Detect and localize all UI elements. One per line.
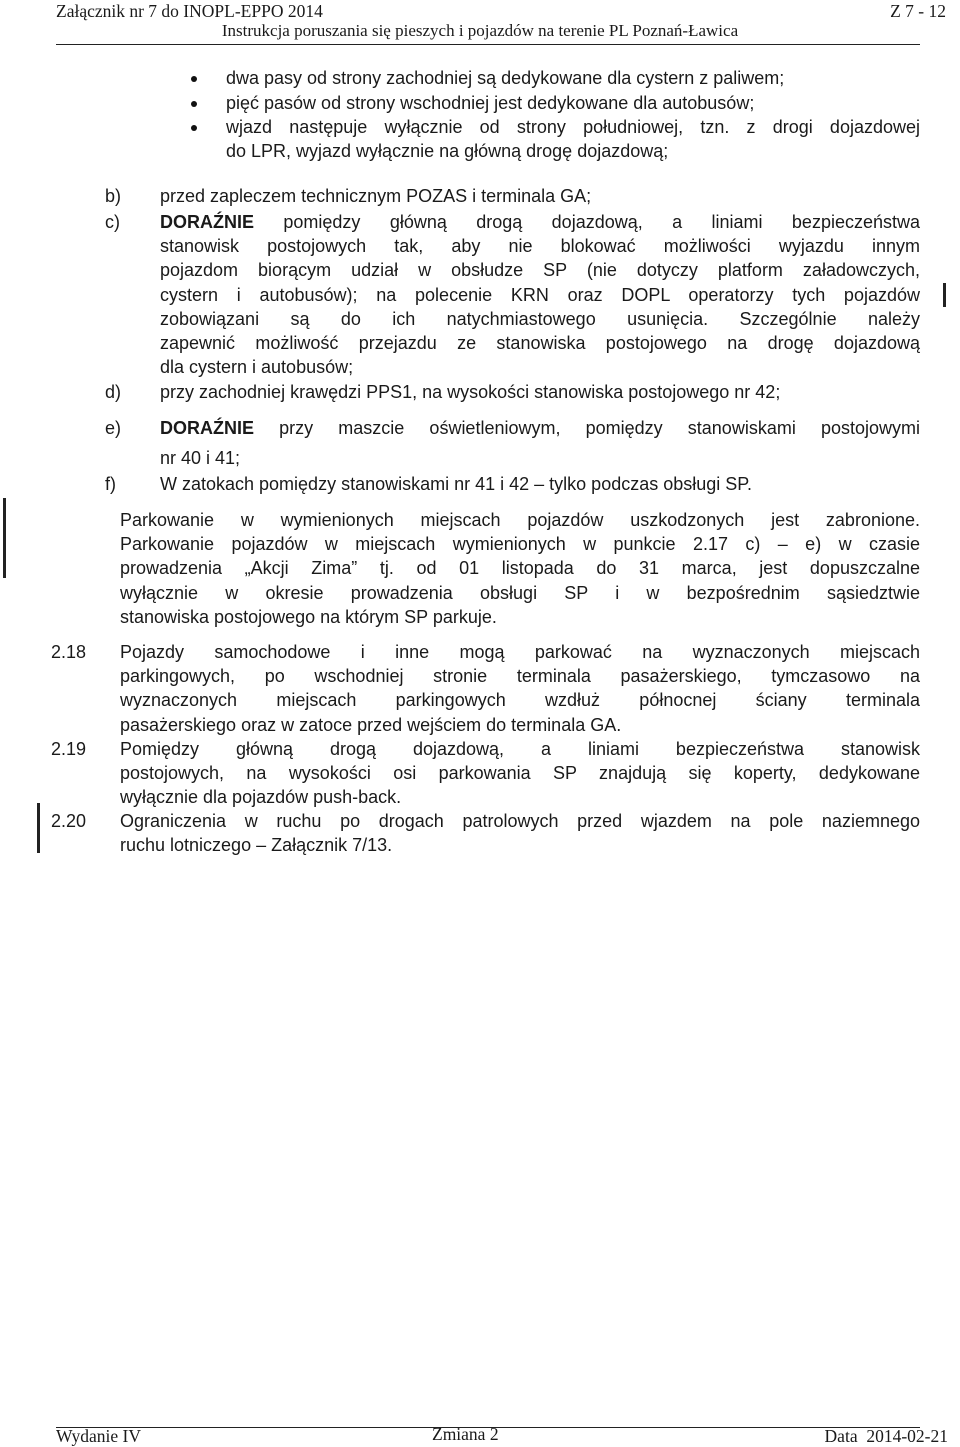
bullet-item: wjazd następuje wyłącznie od strony południowej, tzn. z drogi dojazdowej [226, 117, 920, 137]
item-label-e: e) [105, 418, 122, 438]
header-title: Załącznik nr 7 do INOPL-EPPO 2014 [56, 1, 323, 21]
section-2-19 [120, 737, 920, 810]
item-f: W zatokach pomiędzy stanowiskami nr 41 i 42 – tylko podczas obsługi SP. [160, 474, 752, 494]
paragraph-line: Parkowanie w wymienionych miejscach pojazdów uszkodzonych jest zabronione. [120, 510, 920, 530]
section-line: wyznaczonych miejscach parkingowych wzdłuż północnej ściany terminala [120, 690, 920, 711]
section-number: 2.20 [51, 811, 87, 831]
item-c-line: stanowisk postojowych tak, aby nie blokować możliwości wyjazdu innym [160, 236, 920, 257]
item-c-line: dla cystern i autobusów; [160, 357, 354, 378]
page-number: Z 7 - 12 [890, 1, 946, 21]
bullet-item: dwa pasy od strony zachodniej są dedykowane dla cystern z paliwem; [226, 68, 785, 88]
item-c-line: zapewnić możliwość przejazdu ze stanowiska postojowego na drogę dojazdową [160, 333, 920, 354]
item-label-b: b) [105, 186, 122, 206]
item-e: DORAŹNIE przy maszcie oświetleniowym, pomiędzy stanowiskami postojowymi nr 40 i 41; [160, 416, 920, 470]
header-subtitle: Instrukcja poruszania się pieszych i pojazdów na terenie PL Poznań-Ławica [221, 21, 739, 40]
paragraph-line: prowadzenia „Akcji Zima” tj. od 01 listopada do 31 marca, jest dopuszczalne [120, 558, 920, 579]
paragraph-line: Parkowanie pojazdów w miejscach wymienionych w punkcie 2.17 c) – e) w czasie [120, 534, 920, 555]
item-label-c: c) [105, 212, 120, 232]
bullet-dot [191, 76, 197, 82]
bullet-item-continuation: do LPR, wyjazd wyłącznie na główną drogę dojazdową; [226, 141, 669, 161]
section-line: pasażerskiego oraz w zatoce przed wejściem do terminala GA. [120, 714, 622, 735]
bullet-dot [191, 125, 197, 131]
footer-date: Data 2014-02-21 [824, 1426, 948, 1446]
item-c-line: pojazdom biorącym udział w obsłudze SP (nie dotyczy platform załadowczych, [160, 260, 920, 281]
item-d: przy zachodniej krawędzi PPS1, na wysokości stanowiska postojowego nr 42; [160, 382, 781, 402]
section-line: Pomiędzy główną drogą dojazdową, a liniami bezpieczeństwa stanowisk [120, 739, 920, 759]
parking-paragraph [120, 508, 920, 629]
section-number: 2.19 [51, 739, 87, 759]
header-rule [56, 44, 920, 45]
change-bar [943, 283, 946, 307]
item-c-emphasis: DORAŹNIE [160, 212, 254, 232]
section-2-18 [120, 640, 920, 737]
footer-change: Zmiana 2 [432, 1424, 499, 1444]
item-b: przed zapleczem technicznym POZAS i terminala GA; [160, 186, 592, 206]
section-line: parkingowych, po wschodniej stronie terminala pasażerskiego, tymczasowo na [120, 666, 920, 687]
item-c-line: zobowiązani są do ich natychmiastowego usunięcia. Szczególnie należy [160, 308, 920, 329]
change-bar [37, 803, 40, 853]
item-c-line: cystern i autobusów); na polecenie KRN oraz DOPL operatorzy tych pojazdów [160, 284, 920, 305]
section-2-20 [120, 809, 920, 857]
paragraph-line: stanowiska postojowego na którym SP parkuje. [120, 606, 497, 627]
section-number: 2.18 [51, 642, 87, 662]
section-line: Ograniczenia w ruchu po drogach patrolowych przed wjazdem na pole naziemnego [120, 811, 920, 831]
section-line: Pojazdy samochodowe i inne mogą parkować na wyznaczonych miejscach [120, 642, 920, 662]
change-bar [3, 498, 6, 578]
footer-edition: Wydanie IV [56, 1426, 141, 1446]
item-label-f: f) [105, 474, 116, 494]
section-line: ruchu lotniczego – Załącznik 7/13. [120, 835, 393, 856]
item-e-line: nr 40 i 41; [160, 448, 241, 469]
bullet-item: pięć pasów od strony wschodniej jest dedykowane dla autobusów; [226, 93, 755, 113]
section-line: postojowych, na wysokości osi parkowania SP znajdują się koperty, dedykowane [120, 763, 920, 784]
bullet-dot [191, 101, 197, 107]
item-label-d: d) [105, 382, 122, 402]
item-c: DORAŹNIE pomiędzy główną drogą dojazdową, a liniami bezpieczeństwa stanowisk postojowych tak, aby nie blokować możliwości wyjazdu innym pojazdom biorącym udział w obsłudze SP (nie dotyczy platform załadowczych, cystern i autobusów); na polecenie KRN oraz DOPL operatorzy tych pojazdów zobowiązani są do ich natychmiastowego usunięcia. Szczególnie należy zapewnić możliwość przejazdu ze stanowiska postojowego na drogę dojazdową dla cystern i autobusów; [160, 210, 920, 379]
section-line: wyłącznie dla pojazdów push-back. [120, 787, 402, 808]
paragraph-line: wyłącznie w okresie prowadzenia obsługi SP i w bezpośrednim sąsiedztwie [120, 582, 920, 603]
item-e-emphasis: DORAŹNIE [160, 418, 254, 438]
